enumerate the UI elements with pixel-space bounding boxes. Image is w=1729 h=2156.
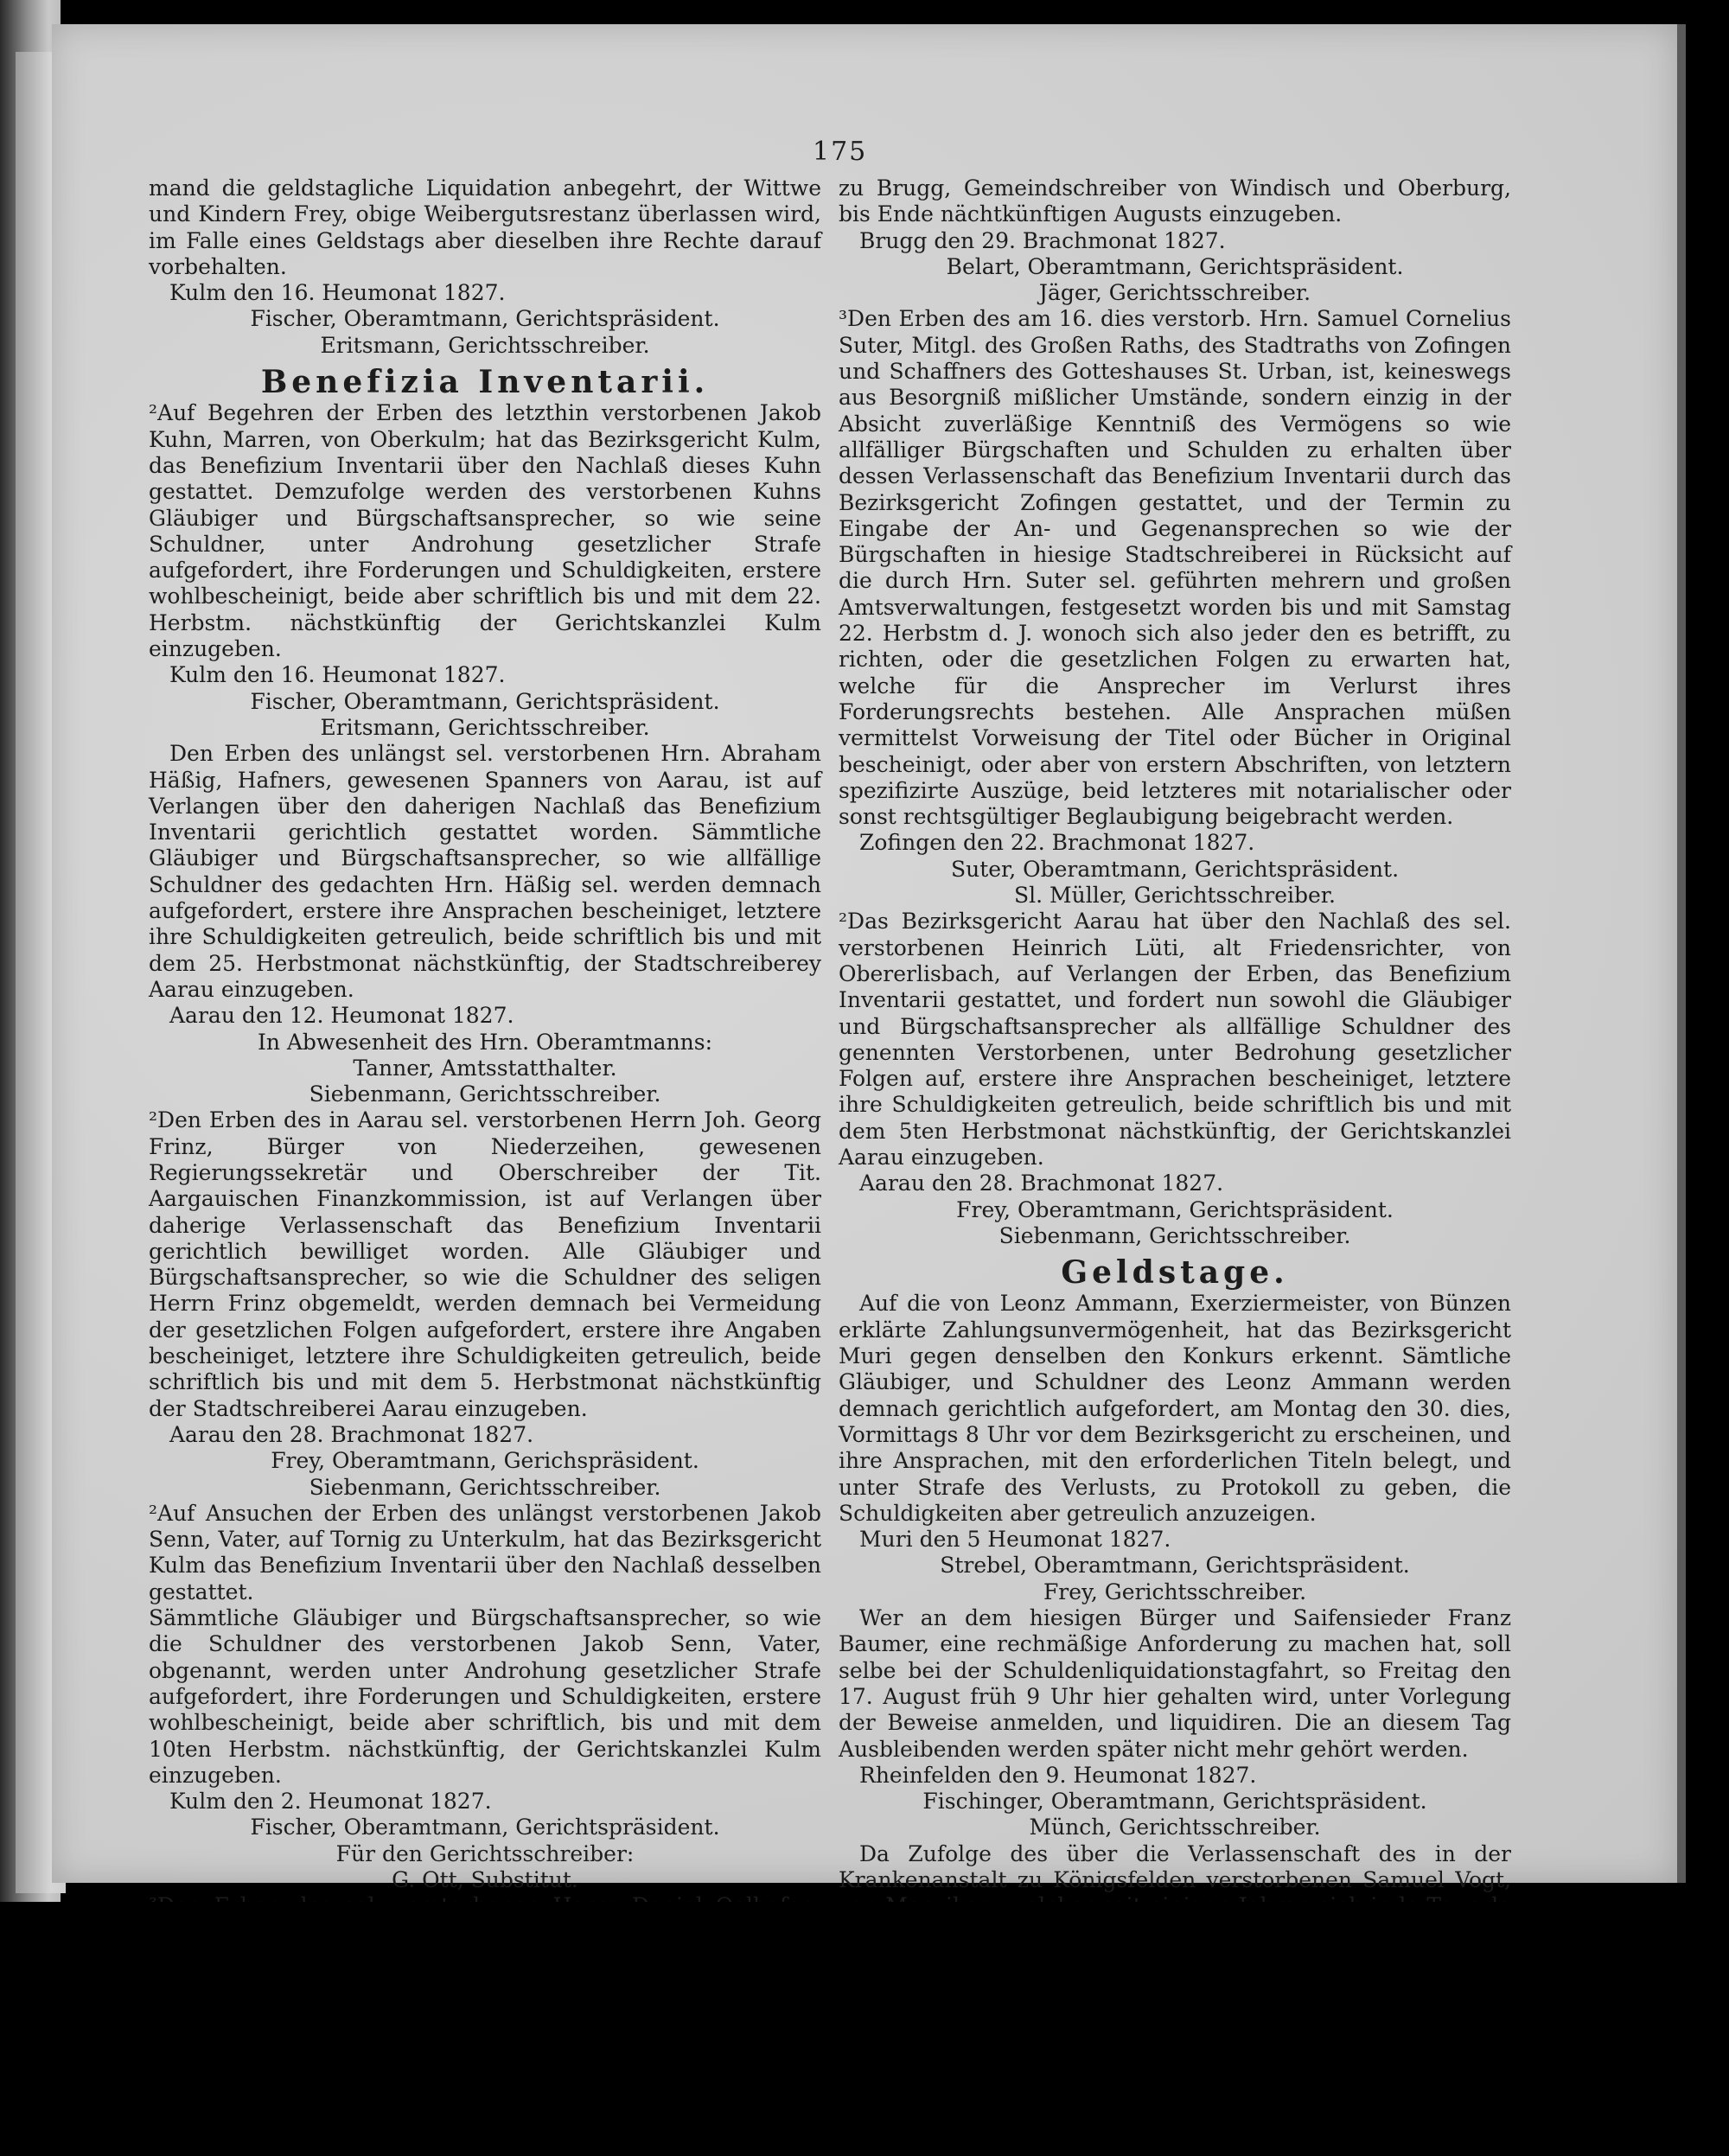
right-signature-line-6: Suter, Oberamtmann, Gerichtspräsident.: [950, 856, 1400, 882]
left-signature-line-22: Für den Gerichtsschreiber:: [335, 1840, 635, 1866]
right-section-heading-12: Geldstage.: [1061, 1254, 1289, 1292]
right-notice-paragraph-21: Da Zufolge des über die Verlassenschaft des in der Krankenanstalt zu Königsfelden verstorbenen Samuel Vogt,: [839, 1840, 1511, 1892]
right-notice-paragraph-8: ²Das Bezirksgericht Aarau hat über den Nachlaß des sel. verstorbenen Heinrich Lüti, alt Friedensrichter, von Obererlisbach, auf Verlangen der Erben, das Benefizium Inventarii gestattet, und fordert nun sowohl die Gläubiger und Bürgschaftsansprecher als allfällige Schuldner des genennten Verstorbenen, unter Bedrohung gesetzlicher Folgen auf, erstere ihre Ansprachen bescheiniget, letztere ihre Schuldigkeiten getreulich, beide schriftlich bis und mit dem 5ten Herbstmonat nächstkünftig, der Gerichtskanzlei Aarau einzugeben.: [839, 909, 1511, 1170]
left-signature-line-21: Fischer, Oberamtmann, Gerichtspräsident.: [250, 1815, 720, 1840]
left-signature-line-2: Fischer, Oberamtmann, Gerichtspräsident.: [250, 306, 720, 332]
left-place-date-line-1: Kulm den 16. Heumonat 1827.: [169, 280, 506, 306]
left-signature-line-8: Eritsmann, Gerichtsschreiber.: [320, 714, 650, 740]
left-notice-paragraph-0: mand die geldstagliche Liquidation anbegehrt, der Wittwe und Kindern Frey, obige Weibergutsrestanz überlassen wird, im Falle eines Geldstags aber dieselben ihre Rechte darauf vorbehalten.: [149, 175, 821, 279]
left-signature-line-3: Eritsmann, Gerichtsschreiber.: [320, 332, 650, 358]
right-place-date-line-14: Muri den 5 Heumonat 1827.: [859, 1527, 1171, 1553]
document-page: [52, 24, 1686, 1892]
right-signature-line-20: Münch, Gerichtsschreiber.: [1029, 1815, 1321, 1840]
left-signature-line-11: In Abwesenheit des Hrn. Oberamtmanns:: [257, 1029, 713, 1055]
right-place-date-line-9: Aarau den 28. Brachmonat 1827.: [859, 1170, 1224, 1196]
left-section-heading-4: Benefizia Inventarii.: [260, 364, 710, 401]
right-place-date-line-5: Zofingen den 22. Brachmonat 1827.: [859, 830, 1255, 856]
right-signature-line-15: Strebel, Oberamtmann, Gerichtspräsident.: [940, 1553, 1410, 1579]
right-place-date-line-1: Brugg den 29. Brachmonat 1827.: [859, 227, 1226, 253]
left-notice-paragraph-18: ²Auf Ansuchen der Erben des unlängst verstorbenen Jakob Senn, Vater, auf Tornig zu Unterkulm, hat das Bezirksgericht Kulm das Benefizium Inventarii über den Nachlaß desselben gestattet.: [149, 1500, 821, 1604]
left-signature-line-12: Tanner, Amtsstatthalter.: [353, 1055, 617, 1081]
left-notice-paragraph-5: ²Auf Begehren der Erben des letzthin verstorbenen Jakob Kuhn, Marren, von Oberkulm; hat das Bezirksgericht Kulm, das Benefizium Inventarii über den Nachlaß dieses Kuhn gestattet. Demzufolge werden des verstorbenen Kuhns Gläubiger und Bürgschaftsansprecher, so wie seine Schuldner, unter Androhung gesetzlicher Strafe aufgefordert, ihre Forderungen und Schuldigkeiten, erstere wohlbescheinigt, beide aber schriftlich bis und mit dem 22. Herbstm. nächstkünftig der Gerichtskanzlei Kulm einzugeben.: [149, 400, 821, 662]
right-notice-paragraph-13: Auf die von Leonz Ammann, Exerziermeister, von Bünzen erklärte Zahlungsunvermögenheit, hat das Bezirksgericht Muri gegen denselben den Konkurs erkennt. Sämtliche Gläubiger, und Schuldner des Leonz Ammann werden demnach gerichtlich aufgefordert, am Montag den 30. dies, Vormittags 8 Uhr vor dem Bezirksgericht zu erscheinen, und ihre Ansprachen, mit den erforderlichen Titeln belegt, und unter Strafe des Verlusts, zu Protokoll zu geben, die Schuldigkeiten aber getreulich anzuzeigen.: [839, 1291, 1511, 1526]
left-place-date-line-6: Kulm den 16. Heumonat 1827.: [169, 662, 506, 688]
left-signature-line-13: Siebenmann, Gerichtsschreiber.: [309, 1081, 661, 1107]
left-column: [149, 175, 821, 2051]
left-place-date-line-10: Aarau den 12. Heumonat 1827.: [169, 1003, 514, 1029]
right-column: [839, 175, 1511, 1972]
left-signature-line-16: Frey, Oberamtmann, Gerichspräsident.: [271, 1448, 699, 1474]
right-signature-line-16: Frey, Gerichtsschreiber.: [1043, 1579, 1307, 1604]
right-notice-paragraph-4: ³Den Erben des am 16. dies verstorb. Hrn. Samuel Cornelius Suter, Mitgl. des Großen Raths, des Stadtraths von Zofingen und Schaffners des Gotteshauses St. Urban, ist, keineswegs aus Besorgniß mißlicher Umstände, sondern einzig in der Absicht zuverläßige Kenntniß des Vermögens so wie allfälliger Bürgschaften und Schulden zu erhalten über dessen Verlassenschaft das Benefizium Inventarii durch das Bezirksgericht Zofingen gestattet, und der Termin zu Eingabe der An- und Gegenansprechen so wie der Bürgschaften in hiesige Stadtschreiberei in Rücksicht auf die durch Hrn. Suter sel. geführten mehrern und großen Amtsverwaltungen, festgesetzt worden bis und mit Samstag 22. Herbstm d. J. wonoch sich also jeder den es betrifft, zu richten, oder die gesetzlichen Folgen zu erwarten hat, welche für die Ansprecher im Verlurst ihres Forderungsrechts bestehen. Alle Ansprachen müßen vermittelst Vorweisung der Titel oder Bücher in Original bescheinigt, oder aber von erstern Abschriften, von letztern spezifizirte Auszüge, beid letzteres mit notarialischer oder sonst rechtsgültiger Beglaubigung beigebracht werden.: [839, 306, 1511, 830]
right-signature-line-11: Siebenmann, Gerichtsschreiber.: [998, 1222, 1351, 1248]
left-place-date-line-20: Kulm den 2. Heumonat 1827.: [169, 1789, 492, 1815]
left-signature-line-17: Siebenmann, Gerichtsschreiber.: [309, 1474, 661, 1500]
right-signature-line-3: Jäger, Gerichtsschreiber.: [1038, 280, 1311, 306]
left-notice-paragraph-9: Den Erben des unlängst sel. verstorbenen Hrn. Abraham Häßig, Hafners, gewesenen Spanners von Aarau, ist auf Verlangen über den daherigen Nachlaß das Benefizium Inventarii gerichtlich gestattet worden. Sämmtliche Gläubiger und Bürgschaftsansprecher, so wie allfällige Schuldner des gedachten Hrn. Häßig sel. werden demnach aufgefordert, erstere ihre Ansprachen bescheiniget, letztere ihre Schuldigkeiten getreulich, beide schriftlich bis und mit dem 25. Herbstmonat nächstkünftig, der Stadtschreiberey Aarau einzugeben.: [149, 741, 821, 1002]
right-signature-line-2: Belart, Oberamtmann, Gerichtspräsident.: [946, 253, 1404, 279]
page-number: 175: [813, 137, 868, 167]
left-signature-line-7: Fischer, Oberamtmann, Gerichtspräsident.: [250, 688, 720, 714]
left-signature-line-23: G. Ott, Substitut.: [392, 1867, 578, 1892]
right-place-date-line-18: Rheinfelden den 9. Heumonat 1827.: [859, 1762, 1257, 1788]
right-signature-line-19: Fischinger, Oberamtmann, Gerichtspräsident.: [922, 1789, 1427, 1815]
left-notice-paragraph-14: ²Den Erben des in Aarau sel. verstorbenen Herrn Joh. Georg Frinz, Bürger von Niederzeihen, gewesenen Regierungssekretär und Oberschreiber der Tit. Aargauischen Finanzkommission, ist auf Verlangen über daherige Verlassenschaft das Benefizium Inventarii gerichtlich bewilliget worden. Alle Gläubiger und Bürgschaftsansprecher, so wie die Schuldner des seligen Herrn Frinz obgemeldt, werden demnach bei Vermeidung der gesetzlichen Folgen aufgefordert, erstere ihre Angaben bescheiniget, letztere ihre Schuldigkeiten getreulich, beide schriftlich bis und mit dem 5. Herbstmonat nächstkünftig der Stadtschreiberei Aarau einzugeben.: [149, 1107, 821, 1421]
scan-background: [0, 1902, 1729, 2156]
right-signature-line-10: Frey, Oberamtmann, Gerichtspräsident.: [956, 1196, 1394, 1222]
left-place-date-line-15: Aarau den 28. Brachmonat 1827.: [169, 1421, 534, 1447]
right-signature-line-7: Sl. Müller, Gerichtsschreiber.: [1014, 883, 1336, 909]
left-notice-paragraph-19: Sämmtliche Gläubiger und Bürgschaftsansprecher, so wie die Schuldner des verstorbenen Jakob Senn, Vater, obgenannt, werden unter Androhung gesetzlicher Strafe aufgefordert, ihre Forderungen und Schuldigkeiten, erstere wohlbescheinigt, beide aber schriftlich, bis und mit dem 10ten Herbstm. nächstkünftig, der Gerichtskanzlei Kulm einzugeben.: [149, 1605, 821, 1788]
right-notice-paragraph-17: Wer an dem hiesigen Bürger und Saifensieder Franz Baumer, eine rechmäßige Anforderung zu machen hat, soll selbe bei der Schuldenliquidationstagfahrt, so Freitag den 17. August früh 9 Uhr hier gehalten wird, unter Vorlegung der Beweise anmelden, und liquidiren. Die an diesem Tag Ausbleibenden werden später nicht mehr gehört werden.: [839, 1605, 1511, 1762]
right-notice-paragraph-0: zu Brugg, Gemeindschreiber von Windisch und Oberburg, bis Ende nächtkünftigen Augusts einzugeben.: [839, 175, 1511, 227]
